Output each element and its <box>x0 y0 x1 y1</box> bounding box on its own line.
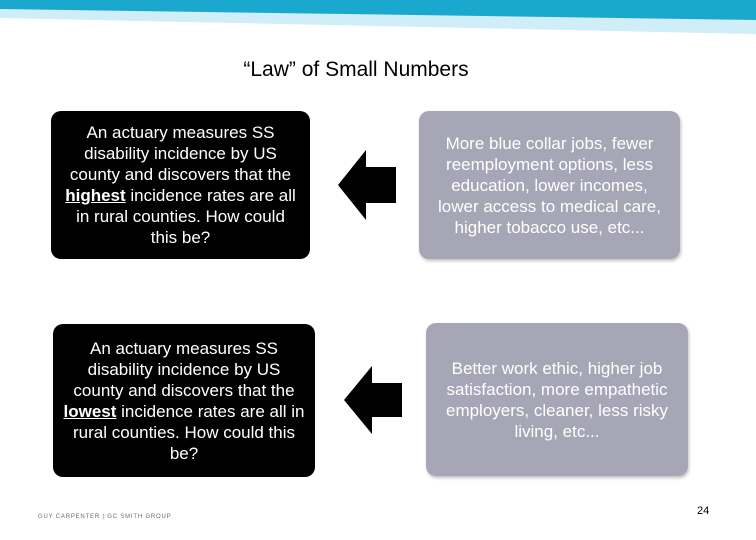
emphasis-lowest: lowest <box>63 401 117 421</box>
slide-title: “Law” of Small Numbers <box>243 58 469 81</box>
question-box-lowest <box>53 324 315 477</box>
answer-text-highest: More blue collar jobs, fewer reemployment options, less education, lower incomes, lower access to medical care, higher tobacco use, etc... <box>438 133 661 237</box>
footer-brand: GUY CARPENTER | GC SMITH GROUP <box>38 514 172 520</box>
left-arrow-icon <box>338 150 396 220</box>
top-decorative-band <box>0 0 756 40</box>
question-text-lowest: An actuary measures SS disability incidence by US county and discovers that the lowest incidence rates are all in rural counties. How could this be? <box>63 338 305 463</box>
left-arrow-icon <box>344 366 402 434</box>
answer-box-highest <box>419 111 680 259</box>
emphasis-highest: highest <box>65 186 126 205</box>
question-text-highest: An actuary measures SS disability incidence by US county and discovers that the highest incidence rates are all in rural counties. How could this be? <box>65 123 296 247</box>
page-number: 24 <box>697 505 710 517</box>
question-box-highest <box>51 111 310 259</box>
answer-text-lowest: Better work ethic, higher job satisfaction, more empathetic employers, cleaner, less risky living, etc... <box>445 358 669 441</box>
answer-box-lowest <box>426 323 688 476</box>
